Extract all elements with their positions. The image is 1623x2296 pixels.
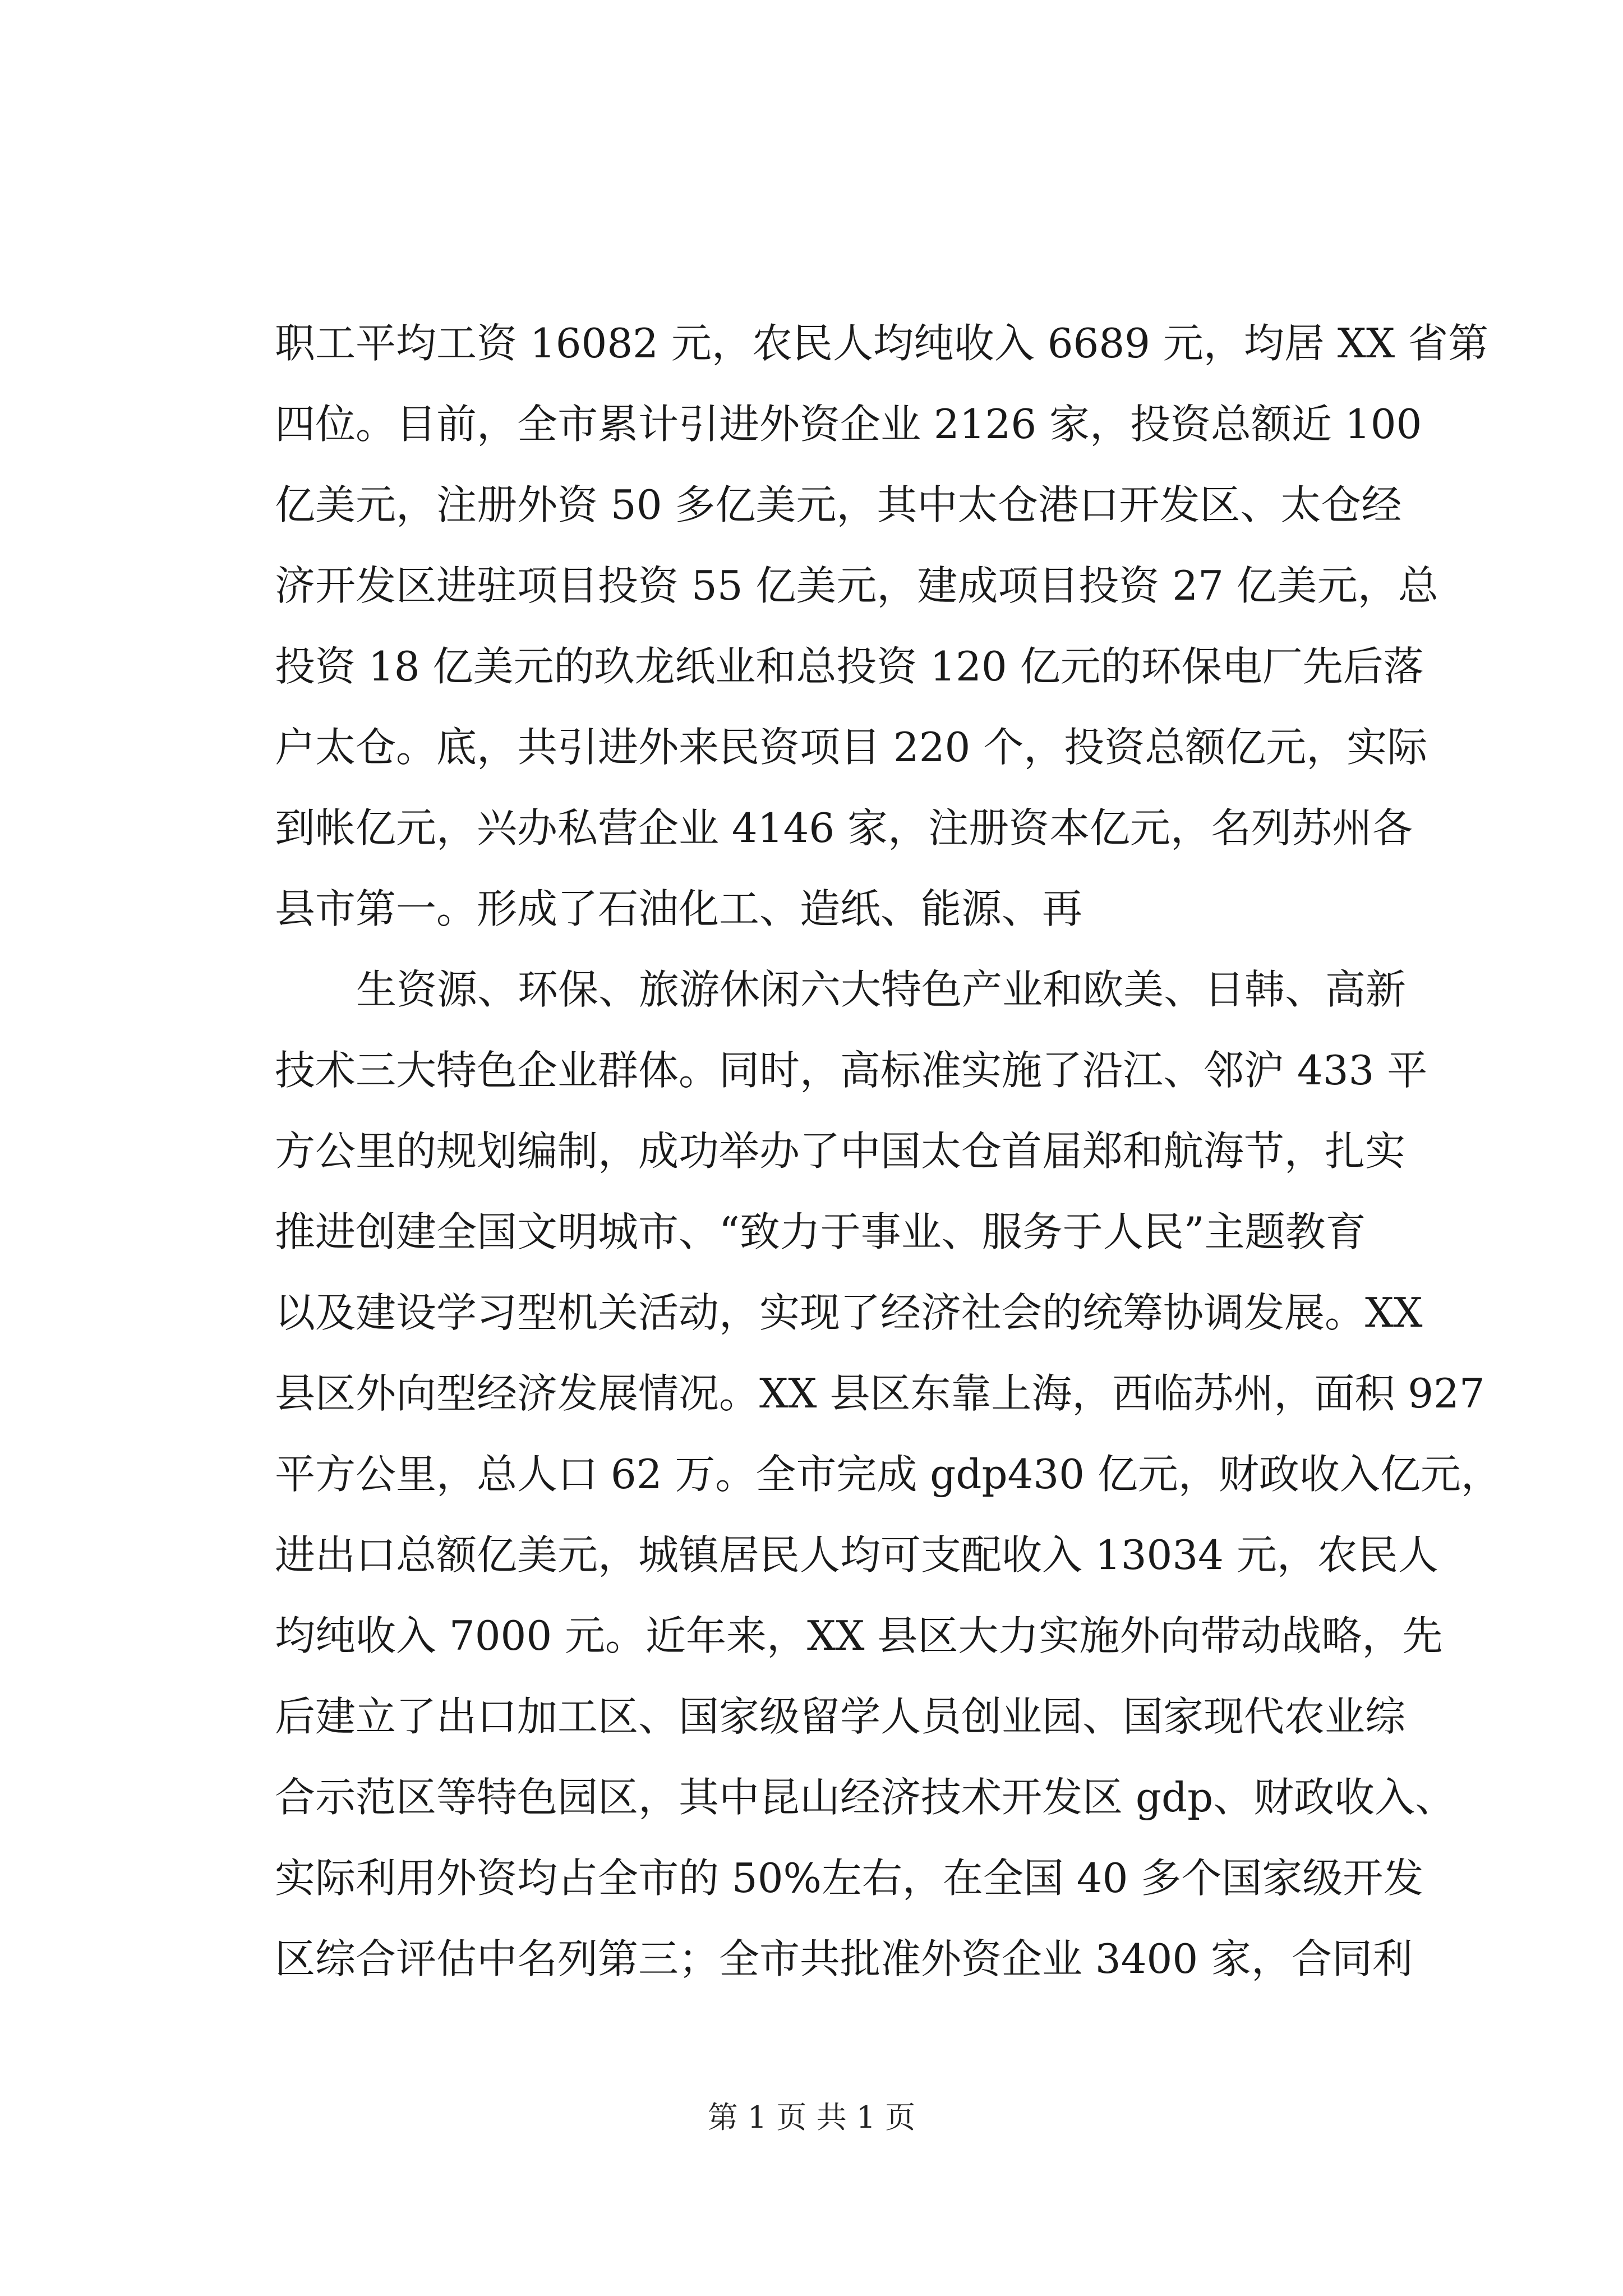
text-line: 实际利用外资均占全市的 50%左右，在全国 40 多个国家级开发 xyxy=(275,1855,1424,1902)
text-line: 技术三大特色企业群体。同时，高标准实施了沿江、邻沪 433 平 xyxy=(275,1047,1428,1094)
text-line: 推进创建全国文明城市、“致力于事业、服务于人民”主题教育 xyxy=(275,1208,1366,1255)
text-line: 区综合评估中名列第三；全市共批准外资企业 3400 家，合同利 xyxy=(275,1935,1413,1982)
text-line: 县市第一。形成了石油化工、造纸、能源、再 xyxy=(275,885,1083,932)
text-line: 均纯收入 7000 元。近年来，XX 县区大力实施外向带动战略，先 xyxy=(275,1612,1443,1659)
text-line: 投资 18 亿美元的玖龙纸业和总投资 120 亿元的环保电厂先后落 xyxy=(275,643,1424,690)
text-line: 县区外向型经济发展情况。XX 县区东靠上海，西临苏州，面积 927 xyxy=(275,1370,1485,1417)
text-line: 职工平均工资 16082 元，农民人均纯收入 6689 元，均居 XX 省第 xyxy=(275,320,1489,367)
text-line: 到帐亿元，兴办私营企业 4146 家，注册资本亿元，名列苏州各 xyxy=(275,804,1413,852)
text-line: 合示范区等特色园区，其中昆山经济技术开发区 gdp、财政收入、 xyxy=(275,1774,1456,1821)
text-line: 以及建设学习型机关活动，实现了经济社会的统筹协调发展。XX xyxy=(275,1289,1423,1336)
text-line: 平方公里，总人口 62 万。全市完成 gdp430 亿元，财政收入亿元， xyxy=(275,1451,1501,1498)
text-line: 四位。目前，全市累计引进外资企业 2126 家，投资总额近 100 xyxy=(275,401,1422,448)
text-line: 亿美元，注册外资 50 多亿美元，其中太仓港口开发区、太仓经 xyxy=(275,481,1402,528)
text-line: 后建立了出口加工区、国家级留学人员创业园、国家现代农业综 xyxy=(275,1693,1406,1740)
page-number-footer: 第 1 页 共 1 页 xyxy=(707,2100,916,2135)
document-body xyxy=(275,303,1501,1999)
text-line-paragraph-start: 生资源、环保、旅游休闲六大特色产业和欧美、日韩、高新 xyxy=(356,966,1407,1013)
text-line: 方公里的规划编制，成功举办了中国太仓首届郑和航海节，扎实 xyxy=(275,1128,1406,1175)
text-line: 进出口总额亿美元，城镇居民人均可支配收入 13034 元，农民人 xyxy=(275,1531,1438,1579)
text-line: 济开发区进驻项目投资 55 亿美元，建成项目投资 27 亿美元，总 xyxy=(275,562,1438,609)
text-line: 户太仓。底，共引进外来民资项目 220 个，投资总额亿元，实际 xyxy=(275,724,1428,771)
